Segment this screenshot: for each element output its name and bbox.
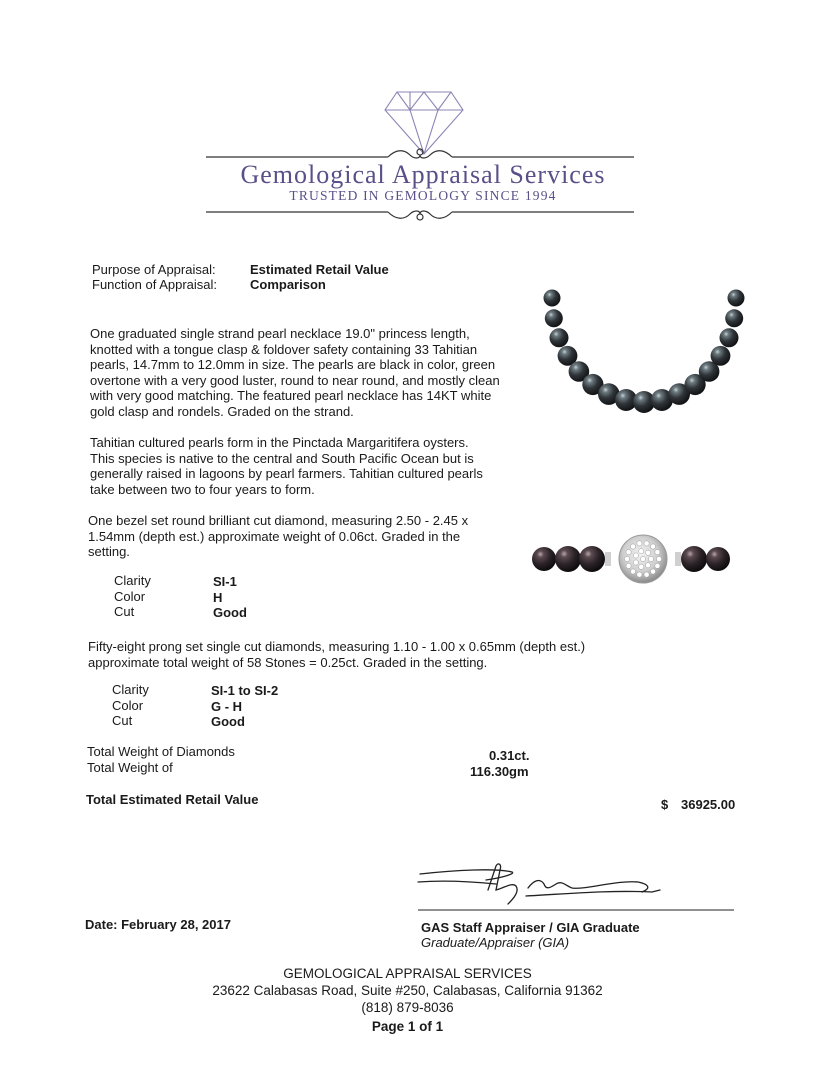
pearl [728, 290, 745, 307]
diamond-stone [630, 544, 635, 549]
diamond-stone [633, 553, 638, 558]
pearl [720, 328, 739, 347]
cut-value: Good [211, 714, 245, 729]
total-weight-label: Total Weight of [87, 760, 173, 775]
clarity-value: SI-1 [213, 574, 237, 589]
footer-address: 23622 Calabasas Road, Suite #250, Calabasas, California 91362 [212, 983, 603, 998]
diamond-stone [644, 572, 649, 577]
diamond-stone [626, 550, 631, 555]
currency-symbol: $ [661, 797, 669, 812]
logo-bottom-rule [206, 204, 634, 222]
necklace-photo [538, 284, 750, 424]
total-diamonds-value: 0.31ct. [489, 748, 530, 763]
color-label: Color [114, 589, 146, 604]
diamond-stone [624, 556, 629, 561]
diamond-stone [639, 549, 644, 554]
pearl [545, 309, 563, 327]
pearl [532, 547, 556, 571]
pearl [725, 309, 743, 327]
appraiser-name: GAS Staff Appraiser / GIA Graduate [421, 920, 640, 935]
diamond-stone [645, 563, 650, 568]
diamond-stone [655, 550, 660, 555]
cut-label: Cut [114, 604, 135, 619]
signature-icon [416, 860, 736, 916]
appraiser-credential: Graduate/Appraiser (GIA) [421, 935, 570, 950]
pearl [544, 290, 561, 307]
diamond-stone [637, 541, 642, 546]
appraisal-date: Date: February 28, 2017 [85, 917, 231, 932]
rondel [605, 552, 611, 566]
purpose-label: Purpose of Appraisal: [92, 262, 216, 277]
footer-phone: (818) 879-8036 [361, 1000, 454, 1015]
necklace-description: One graduated single strand pearl necklace 19.0" princess length, knotted with a tongue clasp & foldover safety containing 33 Tahitian pearls, 14.7mm to 12.0mm in size. The pearls are black in color, green overtone with a very good luster, round to near round, and mostly clean with very good matching. The featured pearl necklace has 14KT white gold clasp and rondels. Graded on the strand. [90, 326, 500, 419]
diamond-stone [645, 550, 650, 555]
diamond-stone [640, 556, 645, 561]
tahitian-description: Tahitian cultured pearls form in the Pinctada Margaritifera oysters. This species is native to the central and South Pacific Ocean but is generally raised in lagoons by pearl farmers. Tahitian cultured pearls take between two to four years to form. [90, 435, 483, 497]
diamond-stone [630, 569, 635, 574]
diamond-stone [637, 572, 642, 577]
total-diamonds-label: Total Weight of Diamonds [87, 744, 235, 759]
color-label: Color [112, 698, 144, 713]
footer-company: GEMOLOGICAL APPRAISAL SERVICES [283, 966, 532, 981]
clasp-photo [532, 530, 742, 588]
rondel [675, 552, 681, 566]
diamond-stone [648, 556, 653, 561]
pearl [681, 546, 707, 572]
cut-value: Good [213, 605, 247, 620]
clarity-label: Clarity [112, 682, 149, 697]
diamond-stone [655, 563, 660, 568]
total-retail-value: 36925.00 [681, 797, 736, 812]
company-name: Gemological Appraisal Services [240, 160, 606, 189]
total-retail-label: Total Estimated Retail Value [86, 792, 259, 807]
company-tagline: TRUSTED IN GEMOLOGY SINCE 1994 [289, 188, 557, 203]
diamond2-description: Fifty-eight prong set single cut diamonds, measuring 1.10 - 1.00 x 0.65mm (depth est.) approximate total weight of 58 Stones = 0.25ct. Graded in the setting. [88, 639, 586, 670]
diamond-stone [650, 569, 655, 574]
total-weight-value: 116.30gm [470, 764, 529, 779]
color-value: H [213, 590, 223, 605]
clarity-value: SI-1 to SI-2 [211, 683, 279, 698]
clarity-label: Clarity [114, 573, 151, 588]
color-value: G - H [211, 699, 243, 714]
diamond1-description: One bezel set round brilliant cut diamond, measuring 2.50 - 2.45 x 1.54mm (depth est.) approximate weight of 0.06ct. Graded in the setting. [88, 513, 469, 560]
diamond-stone [656, 556, 661, 561]
clasp-icon [619, 535, 667, 583]
pearl [550, 328, 569, 347]
pearl [711, 346, 731, 366]
diamond-stone [633, 560, 638, 565]
purpose-value: Estimated Retail Value [250, 262, 389, 277]
cut-label: Cut [112, 713, 133, 728]
page-number: Page 1 of 1 [371, 1019, 444, 1034]
diamond-stone [626, 563, 631, 568]
diamond-stone [639, 564, 644, 569]
function-value: Comparison [250, 277, 326, 292]
pearl [706, 547, 730, 571]
pearl [579, 546, 605, 572]
diamond-stone [644, 541, 649, 546]
diamond-stone [650, 544, 655, 549]
pearl [555, 546, 581, 572]
function-label: Function of Appraisal: [92, 277, 218, 292]
